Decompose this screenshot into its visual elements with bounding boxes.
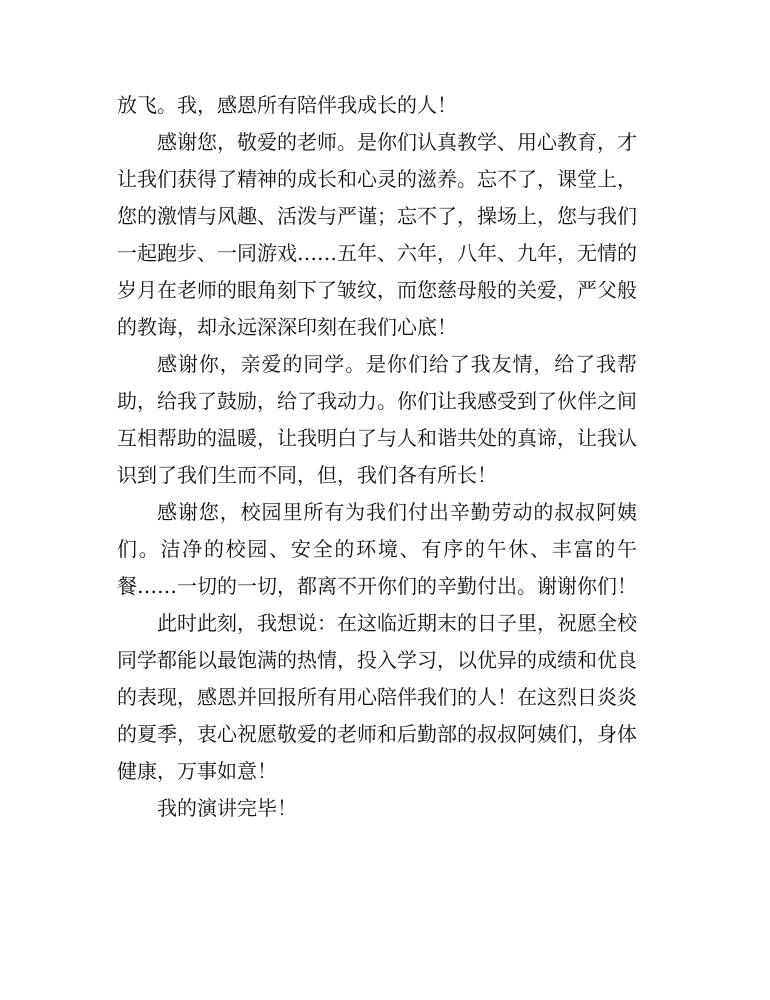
paragraph-closing: 我的演讲完毕！ <box>157 796 297 820</box>
speech-body <box>117 87 637 827</box>
paragraph-thanks-classmates: 感谢你，亲爱的同学。是你们给了我友情，给了我帮助，给我了鼓励，给了我动力。你们让我感受到了伙伴之间互相帮助的温暖，让我明白了与人和谐共处的真谛，让我认识到了我们生而不同，但，我们各有所长！ <box>117 352 637 487</box>
paragraph-opening-fragment: 放飞。我，感恩所有陪伴我成长的人！ <box>117 93 457 117</box>
paragraph-wishes: 此时此刻，我想说：在这临近期末的日子里，祝愿全校同学都能以最饱满的热情，投入学习，以优异的成绩和优良的表现，感恩并回报所有用心陪伴我们的人！在这烈日炎炎的夏季，衷心祝愿敬爱的老师和后勤部的叔叔阿姨们，身体健康，万事如意！ <box>117 611 637 783</box>
paragraph-thanks-staff: 感谢您，校园里所有为我们付出辛勤劳动的叔叔阿姨们。洁净的校园、安全的环境、有序的午休、丰富的午餐……一切的一切，都离不开你们的辛勤付出。谢谢你们！ <box>117 500 637 598</box>
paragraph-thanks-teachers: 感谢您，敬爱的老师。是你们认真教学、用心教育，才让我们获得了精神的成长和心灵的滋养。忘不了，课堂上，您的激情与风趣、活泼与严谨；忘不了，操场上，您与我们一起跑步、一同游戏……五年、六年，八年、九年，无情的岁月在老师的眼角刻下了皱纹，而您慈母般的关爱，严父般的教诲，却永远深深印刻在我们心底！ <box>117 130 637 339</box>
